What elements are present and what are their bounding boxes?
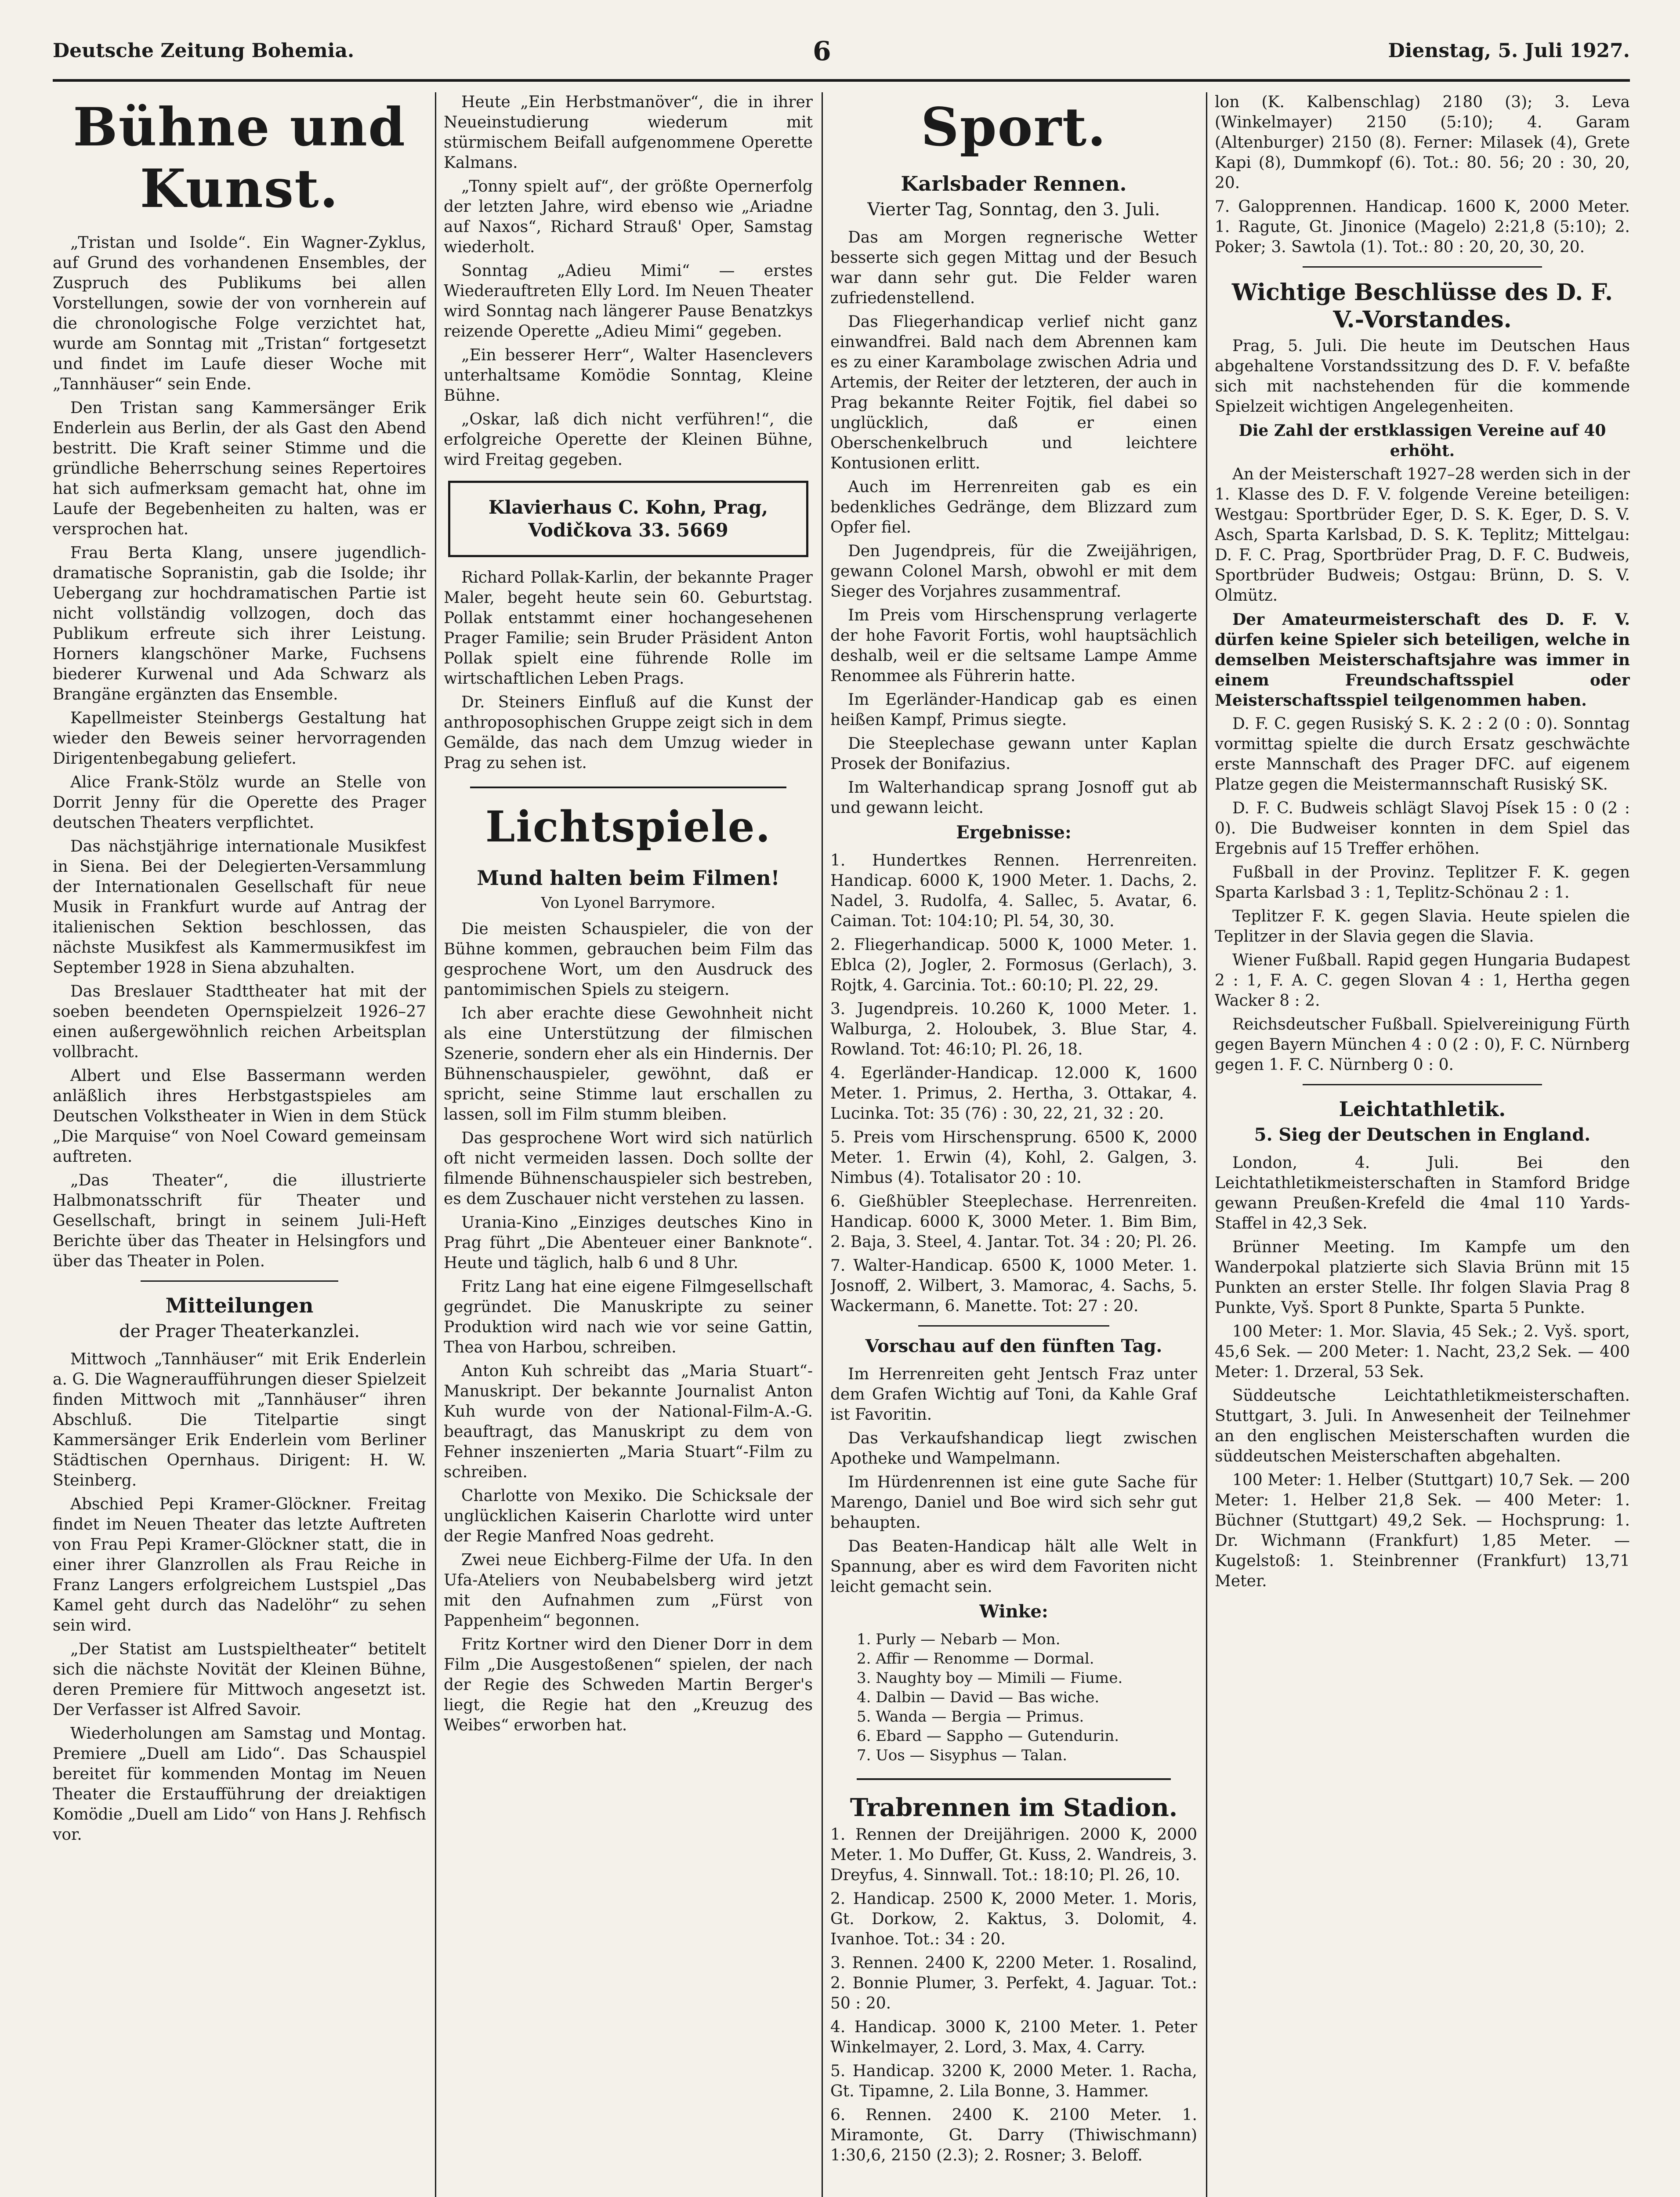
culture-paragraph: „Oskar, laß dich nicht verführen!“, die erfolgreiche Operette der Kleinen Bühne, wird Freitag gegeben.	[444, 410, 813, 469]
column-rule	[822, 92, 823, 2197]
sport-paragraph: D. F. C. Budweis schlägt Slavoj Písek 15 : 0 (2 : 0). Die Budweiser konnten in dem Spiel das Ergebnis auf 15 Treffer erhöhen.	[1215, 799, 1630, 858]
result-item: 2. Fliegerhandicap. 5000 K, 1000 Meter. 1. Eblca (2), Jogler, 2. Formosus (Gerlach), 3. Rojtk, 4. Garcinia. Tot.: 60:10; Pl. 22, 29.	[830, 936, 1197, 994]
notices-subtitle: der Prager Theaterkanzlei.	[119, 1321, 360, 1341]
result-item: 4. Handicap. 3000 K, 2100 Meter. 1. Peter Winkelmayer, 2. Lord, 3. Max, 4. Carry.	[830, 2018, 1197, 2056]
preview-paragraph: Das Beaten-Handicap hält alle Welt in Spannung, aber es wird dem Favoriten nicht leicht gemacht sein.	[830, 1537, 1197, 1596]
film-paragraph: Anton Kuh schreibt das „Maria Stuart“-Manuskript. Der bekannte Journalist Anton Kuh wurde von der National-Film-A.-G. beauftragt, das Manuskript zu dem von Fehner inszenierten „Maria Stuart“-Film zu schreiben.	[444, 1362, 813, 1481]
result-item: 5. Preis vom Hirschensprung. 6500 K, 2000 Meter. 1. Erwin (4), Kohl, 2. Galgen, 3. Nimbus (4). Totalisator 20 : 10.	[830, 1128, 1197, 1187]
notice-paragraph: Abschied Pepi Kramer-Glöckner. Freitag findet im Neuen Theater das letzte Auftreten von Frau Pepi Kramer-Glöckner statt, die in einer ihrer Glanzrollen als Frau Reiche in Franz Langers erfolgreichem Lustspiel „Das Kamel geht durch das Nadelöhr“ zu sehen sein wird.	[53, 1495, 426, 1635]
sport-paragraph: Im Preis vom Hirschensprung verlagerte der hohe Favorit Fortis, wohl hauptsächlich deshalb, weil er die seltsame Lampe Amme Renommee als Führerin hatte.	[830, 606, 1197, 685]
film-paragraph: Ich aber erachte diese Gewohnheit nicht als eine Unterstützung der filmischen Szenerie, sondern eher als ein Hindernis. Der Bühnenschauspieler, gewöhnt, daß er spricht, seine Stimme laut erschallen zu lassen, soll im Film stumm bleiben.	[444, 1004, 813, 1124]
culture-paragraph: Richard Pollak-Karlin, der bekannte Prager Maler, begeht heute sein 60. Geburtstag. Pollak entstammt einer hochangesehenen Prager Familie; sein Bruder Präsident Anton Pollak spielt eine führende Rolle im wirtschaftlichen Leben Prags.	[444, 569, 813, 688]
preview-paragraph: Im Hürdenrennen ist eine gute Sache für Marengo, Daniel und Boe wird sich sehr gut behaupten.	[830, 1473, 1197, 1532]
athletics-paragraph: 100 Meter: 1. Helber (Stuttgart) 10,7 Sek. — 200 Meter: 1. Helber 21,8 Sek. — 400 Meter: 1. Büchner (Stuttgart) 49,2 Sek. — Hochsprung: 1. Dr. Wichmann (Frankfurt) 1,85 Meter. — Kugelstoß: 1. Steinbrenner (Frankfurt) 13,71 Meter.	[1215, 1471, 1630, 1590]
results-title: Ergebnisse:	[956, 822, 1072, 843]
culture-paragraph: „Tristan und Isolde“. Ein Wagner-Zyklus, auf Grund des vorhandenen Ensembles, der Zuspruch des Publikums bei allen Vorstellungen, sowie der von vornherein auf die chronologische Folge verzichtet hat, wurde am Sonntag mit „Tristan“ fortgesetzt und findet im Laufe dieser Woche mit „Tannhäuser“ sein Ende.	[53, 234, 426, 393]
sport-paragraph: Prag, 5. Juli. Die heute im Deutschen Haus abgehaltene Vorstandssitzung des D. F. V. befaßte sich mit nachstehenden für die kommende Spielzeit wichtigen Angelegenheiten.	[1215, 337, 1630, 416]
notice-paragraph: Mittwoch „Tannhäuser“ mit Erik Enderlein a. G. Die Wagneraufführungen dieser Spielzeit finden Mittwoch mit „Tannhäuser“ ihren Abschluß. Die Titelpartie singt Kammersänger Erik Enderlein vom Berliner Städtischen Opernhaus. Dirigent: H. W. Steinberg.	[53, 1350, 426, 1490]
tip-item: 7. Uos — Sisyphus — Talan.	[857, 1747, 1068, 1764]
film-byline: Von Lyonel Barrymore.	[541, 894, 716, 912]
tip-item: 5. Wanda — Bergia — Primus.	[857, 1708, 1084, 1726]
tip-item: 1. Purly — Nebarb — Mon.	[857, 1631, 1061, 1648]
divider	[1303, 1084, 1542, 1085]
result-item: 7. Walter-Handicap. 6500 K, 1000 Meter. 1. Josnoff, 2. Wilbert, 3. Mamorac, 4. Sachs, 5. Wackermann, 6. Manette. Tot: 27 : 20.	[830, 1257, 1197, 1315]
divider	[857, 1778, 1171, 1780]
culture-paragraph: „Tonny spielt auf“, der größte Opernerfolg der letzten Jahre, wird ebenso wie „Ariadne auf Naxos“, Richard Strauß' Oper, Samstag wiederholt.	[444, 178, 813, 256]
divider	[918, 1325, 1109, 1327]
culture-paragraph: „Das Theater“, die illustrierte Halbmonatsschrift für Theater und Gesellschaft, bringt in seinem Juli-Heft Berichte über das Theater in Helsingfors und über das Theater in Polen.	[53, 1171, 426, 1270]
culture-paragraph: Sonntag „Adieu Mimi“ — erstes Wiederauftreten Elly Lord. Im Neuen Theater wird Sonntag nach längerer Pause Benatzkys reizende Operette „Adieu Mimi“ gegeben.	[444, 262, 813, 341]
page-number: 6	[813, 36, 831, 67]
notices-title: Mitteilungen	[165, 1294, 314, 1317]
sport-paragraph: Auch im Herrenreiten gab es ein bedenkliches Gedränge, dem Blizzard zum Opfer fiel.	[830, 478, 1197, 537]
athletics-paragraph: London, 4. Juli. Bei den Leichtathletikmeisterschaften in Stamford Bridge gewann Preußen-Krefeld die 4mal 110 Yards-Staffel in 42,3 Sek.	[1215, 1154, 1630, 1233]
divider	[141, 1280, 338, 1282]
culture-paragraph: Kapellmeister Steinbergs Gestaltung hat wieder den Beweis seiner hervorragenden Dirigentenbegabung geliefert.	[53, 709, 426, 768]
paper-name: Deutsche Zeitung Bohemia.	[53, 40, 355, 62]
result-item: 4. Egerländer-Handicap. 12.000 K, 1600 Meter. 1. Primus, 2. Hertha, 3. Ottakar, 4. Lucinka. Tot: 35 (76) : 30, 22, 21, 32 : 20.	[830, 1064, 1197, 1123]
divider	[470, 787, 786, 788]
film-paragraph: Fritz Lang hat eine eigene Filmgesellschaft gegründet. Die Manuskripte zu seiner Produktion wird nach wie vor seine Gattin, Thea von Harbou, schreiben.	[444, 1278, 813, 1356]
culture-paragraph: Alice Frank-Stölz wurde an Stelle von Dorrit Jenny für die Operette des Prager deutschen Theaters verpflichtet.	[53, 773, 426, 832]
preview-paragraph: Das Verkaufshandicap liegt zwischen Apotheke und Wampelmann.	[830, 1429, 1197, 1468]
preview-paragraph: Im Herrenreiten geht Jentsch Fraz unter dem Grafen Wichtig auf Toni, da Kahle Graf ist Favoritin.	[830, 1365, 1197, 1424]
film-paragraph: Das gesprochene Wort wird sich natürlich oft nicht vermeiden lassen. Doch sollte der filmende Bühnenschauspieler sich bestreben, es dem Zuschauer nicht verstehen zu lassen.	[444, 1129, 813, 1208]
athletics-paragraph: 100 Meter: 1. Mor. Slavia, 45 Sek.; 2. Vyš. sport, 45,6 Sek. — 200 Meter: 1. Nacht, 23,2 Sek. — 400 Meter: 1. Drzeral, 53 Sek.	[1215, 1323, 1630, 1381]
notice-paragraph: „Der Statist am Lustspieltheater“ betitelt sich die nächste Novität der Kleinen Bühne, deren Premiere für Mittwoch angesetzt ist. Der Verfasser ist Alfred Savoir.	[53, 1640, 426, 1719]
result-item: 1. Rennen der Dreijährigen. 2000 K, 2000 Meter. 1. Mo Duffer, Gt. Kuss, 2. Wandreis, 3. Dreyfus, 4. Sinnwall. Tot.: 18:10; Pl. 26, 10.	[830, 1826, 1197, 1884]
culture-paragraph: Heute „Ein Herbstmanöver“, die in ihrer Neueinstudierung wiederum mit stürmischem Beifall aufgenommene Operette Kalmans.	[444, 93, 813, 172]
results-list	[830, 851, 1197, 1316]
sport-section-title: Sport.	[920, 96, 1107, 158]
result-item: 3. Jugendpreis. 10.260 K, 1000 Meter. 1. Walburga, 2. Holoubek, 3. Blue Star, 4. Rowland. Tot: 46:10; Pl. 26, 18.	[830, 1000, 1197, 1059]
sport-paragraph: An der Meisterschaft 1927–28 werden sich in der 1. Klasse des D. F. V. folgende Vereine beteiligen: Westgau: Sportbrüder Eger, D. S. K. Eger, D. S. V. Asch, Sparta Karlsbad, D. S. K. Teplitz; Mittelgau: D. F. C. Prag, Sportbrüder Prag, D. F. C. Budweis, Sportbrüder Budweis; Ostgau: Brünn, D. S. V. Olmütz.	[1215, 465, 1630, 605]
sport-paragraph: Die Steeplechase gewann unter Kaplan Prosek der Bonifazius.	[830, 735, 1197, 773]
preview-title: Vorschau auf den fünften Tag.	[865, 1336, 1162, 1356]
sport-paragraph: Fußball in der Provinz. Teplitzer F. K. gegen Sparta Karlsbad 3 : 1, Teplitz-Schönau 2 : 1.	[1215, 863, 1630, 902]
film-paragraph: Die meisten Schauspieler, die von der Bühne kommen, gebrauchen beim Film das gesprochene Wort, um den Ausdruck des pantomimischen Spiels zu steigern.	[444, 920, 813, 999]
sport-paragraph: Das Fliegerhandicap verlief nicht ganz einwandfrei. Bald nach dem Abrennen kam es zu einer Karambolage zwischen Adria und Artemis, der Reiter der letzteren, der auch in Prag bekannte Reiter Fojtik, fiel dabei so unglücklich, daß er einen Oberschenkelbruch und leichtere Kontusionen erlitt.	[830, 313, 1197, 472]
advertisement: Klavierhaus C. Kohn, Prag, Vodičkova 33. 5669	[448, 481, 808, 557]
sport-paragraph: Das am Morgen regnerische Wetter besserte sich gegen Mittag und der Besuch war dann sehr gut. Die Felder waren zufriedenstellend.	[830, 228, 1197, 307]
film-paragraph: Zwei neue Eichberg-Filme der Ufa. In den Ufa-Ateliers von Neubabelsberg wird jetzt mit den Aufnahmen zum „Fürst von Pappenheim“ begonnen.	[444, 1551, 813, 1630]
tips-title: Winke:	[979, 1601, 1048, 1622]
athletics-title: Leichtathletik.	[1339, 1097, 1506, 1121]
results-continued	[1215, 92, 1630, 257]
culture-paragraph: Den Tristan sang Kammersänger Erik Enderlein aus Berlin, der als Gast den Abend bestritt. Die Kraft seiner Stimme und die gründliche Beherrschung seines Repertoires hat sich aufmerksam gemacht hat, ohne im Laufe der Begebenheiten zu halten, was er versprochen hat.	[53, 399, 426, 538]
sport-paragraph: Wiener Fußball. Rapid gegen Hungaria Budapest 2 : 1, F. A. C. gegen Slovan 4 : 1, Hertha gegen Wacker 8 : 2.	[1215, 951, 1630, 1010]
sport-paragraph: Der Amateurmeisterschaft des D. F. V. dürfen keine Spieler sich beteiligen, welche in demselben Meisterschaftsjahre was immer in einem Freundschaftsspiel oder Meisterschaftsspiel teilgenommen haben.	[1215, 610, 1630, 710]
result-item: 7. Galopprennen. Handicap. 1600 K, 2000 Meter. 1. Ragute, Gt. Jinonice (Magelo) 2:21,8 (5:10); 2. Poker; 3. Sawtola (1). Tot.: 80 : 20, 20, 30, 20.	[1215, 198, 1630, 256]
tip-item: 2. Affir — Renomme — Dormal.	[857, 1650, 1094, 1668]
film-paragraph: Charlotte von Mexiko. Die Schicksale der unglücklichen Kaiserin Charlotte wird unter der Regie Manfred Noas gedreht.	[444, 1487, 813, 1545]
trot-results-list	[830, 1825, 1197, 2166]
culture-paragraph: Das Breslauer Stadttheater hat mit der soeben beendeten Opernspielzeit 1926–27 einen außergewöhnlich reichen Arbeitsplan vollbracht.	[53, 982, 426, 1061]
trot-title: Trabrennen im Stadion.	[850, 1793, 1178, 1822]
races-subtitle: Vierter Tag, Sonntag, den 3. Juli.	[867, 199, 1160, 220]
culture-paragraph: Albert und Else Bassermann werden anläßlich ihres Herbstgastspieles am Deutschen Volkstheater in Wien in dem Stück „Die Marquise“ von Noel Coward gemeinsam auftreten.	[53, 1067, 426, 1166]
sport-paragraph: D. F. C. gegen Rusiský S. K. 2 : 2 (0 : 0). Sonntag vormittag spielte die durch Ersatz geschwächte erste Mannschaft des Prager DFC. auf eigenem Platze gegen die Meistermannschaft Rusiský SK.	[1215, 715, 1630, 794]
culture-paragraph: Dr. Steiners Einfluß auf die Kunst der anthroposophischen Gruppe zeigt sich in dem Gemälde, das nach dem Umzug wieder in Prag zu sehen ist.	[444, 693, 813, 772]
film-paragraph: Fritz Kortner wird den Diener Dorr in dem Film „Die Ausgestoßenen“ spielen, der nach der Regie des Schweden Martin Berger's liegt, die Regie hat den „Kreuzug des Weibes“ erworben hat.	[444, 1635, 813, 1734]
column-rule	[1206, 92, 1207, 2197]
film-headline: Mund halten beim Filmen!	[477, 866, 780, 890]
issue-date: Dienstag, 5. Juli 1927.	[1388, 40, 1630, 62]
sport-paragraph: Reichsdeutscher Fußball. Spielvereinigung Fürth gegen Bayern München 4 : 0 (2 : 0), F. C. Nürnberg gegen 1. F. C. Nürnberg 0 : 0.	[1215, 1015, 1630, 1074]
result-item: lon (K. Kalbenschlag) 2180 (3); 3. Leva (Winkelmayer) 2150 (5:10); 4. Garam (Altenburger) 2150 (8). Ferner: Milasek (4), Grete Kapi (8), Dummkopf (6). Tot.: 80. 56; 20 : 30, 20, 20.	[1215, 93, 1630, 192]
sport-paragraph: Den Jugendpreis, für die Zweijährigen, gewann Colonel Marsh, obwohl er mit dem Sieger des Vorjahres zusammentraf.	[830, 542, 1197, 601]
result-item: 3. Rennen. 2400 K, 2200 Meter. 1. Rosalind, 2. Bonnie Plumer, 3. Perfekt, 4. Jaguar. Tot.: 50 : 20.	[830, 1954, 1197, 2012]
tip-item: 6. Ebard — Sappho — Gutendurin.	[857, 1727, 1119, 1745]
tip-item: 3. Naughty boy — Mimili — Fiume.	[857, 1669, 1123, 1687]
result-item: 1. Hundertkes Rennen. Herrenreiten. Handicap. 6000 K, 1900 Meter. 1. Dachs, 2. Nadel, 3. Rudolfa, 4. Sallec, 5. Avatar, 6. Caiman. Tot: 104:10; Pl. 54, 30, 30.	[830, 852, 1197, 930]
sport-subheading: Die Zahl der erstklassigen Vereine auf 40 erhöht.	[1238, 421, 1606, 460]
result-item: 2. Handicap. 2500 K, 2000 Meter. 1. Moris, Gt. Dorkow, 2. Kaktus, 3. Dolomit, 4. Ivanhoe. Tot.: 34 : 20.	[830, 1890, 1197, 1948]
athletics-paragraph: Süddeutsche Leichtathletikmeisterschaften. Stuttgart, 3. Juli. In Anwesenheit der Teilnehmer an den englischen Meisterschaften wurden die süddeutschen Meisterschaften abgehalten.	[1215, 1387, 1630, 1465]
sport-paragraph: Im Egerländer-Handicap gab es einen heißen Kampf, Primus siegte.	[830, 691, 1197, 729]
culture-paragraph: „Ein besserer Herr“, Walter Hasenclevers unterhaltsame Komödie Sonntag, Kleine Bühne.	[444, 346, 813, 405]
races-title: Karlsbader Rennen.	[901, 172, 1127, 196]
culture-paragraph: Frau Berta Klang, unsere jugendlich-dramatische Sopranistin, gab die Isolde; ihr Uebergang zur hochdramatischen Partie ist nicht vollständig vollzogen, doch das Publikum erfreute sich ihrer Leistung. Horners klangschöner Marke, Fuchsens biederer Kurwenal und Ada Schwarz als Brangäne ergänzten das Ensemble.	[53, 544, 426, 703]
tip-item: 4. Dalbin — David — Bas wiche.	[857, 1689, 1100, 1706]
athletics-subtitle: 5. Sieg der Deutschen in England.	[1254, 1124, 1591, 1145]
notice-paragraph: Wiederholungen am Samstag und Montag. Premiere „Duell am Lido“. Das Schauspiel bereitet für kommenden Montag im Neuen Theater die Erstaufführung der dreiaktigen Komödie „Duell am Lido“ von Hans J. Rehfisch vor.	[53, 1725, 426, 1844]
divider	[1303, 266, 1542, 268]
sport-paragraph: Im Walterhandicap sprang Josnoff gut ab und gewann leicht.	[830, 779, 1197, 817]
film-paragraph: Urania-Kino „Einziges deutsches Kino in Prag führt „Die Abenteuer einer Banknote“. Heute und täglich, halb 6 und 8 Uhr.	[444, 1214, 813, 1272]
culture-column-2	[444, 92, 813, 2197]
athletics-paragraph: Brünner Meeting. Im Kampfe um den Wanderpokal platzierte sich Slavia Brünn mit 15 Punkten an erster Stelle. Ihr folgen Slavia Prag 8 Punkte, Vyš. Sport 8 Punkte, Sparta 5 Punkte.	[1215, 1238, 1630, 1317]
result-item: 6. Gießhübler Steeplechase. Herrenreiten. Handicap. 6000 K, 3000 Meter. 1. Bim Bim, 2. Baja, 3. Steel, 4. Jantar. Tot. 34 : 20; Pl. 26.	[830, 1193, 1197, 1251]
culture-paragraph: Das nächstjährige internationale Musikfest in Siena. Bei der Delegierten-Versammlung der Internationalen Gesellschaft für neue Musik in Frankfurt wurde auf Antrag der italienischen Sektion beschlossen, das nächste Musikfest als Kammermusikfest im September 1928 in Siena abzuhalten.	[53, 837, 426, 977]
sport-column-2	[1215, 92, 1630, 2197]
film-section-title: Lichtspiele.	[485, 802, 771, 852]
dfv-title: Wichtige Beschlüsse des D. F. V.-Vorstandes.	[1231, 279, 1613, 333]
result-item: 6. Rennen. 2400 K. 2100 Meter. 1. Miramonte, Gt. Darry (Thiwischmann) 1:30,6, 2150 (2.3); 2. Rosner; 3. Beloff.	[830, 2106, 1197, 2164]
culture-section-title: Bühne und Kunst.	[73, 96, 406, 220]
culture-column	[53, 92, 426, 2197]
tips-list	[857, 1630, 1171, 1765]
result-item: 5. Handicap. 3200 K, 2000 Meter. 1. Racha, Gt. Tipamne, 2. Lila Bonne, 3. Hammer.	[830, 2062, 1197, 2100]
sport-paragraph: Teplitzer F. K. gegen Slavia. Heute spielen die Teplitzer in der Slavia gegen die Slavia.	[1215, 907, 1630, 946]
masthead	[53, 26, 1630, 82]
sport-column	[830, 92, 1197, 2197]
column-rule	[435, 92, 436, 2197]
